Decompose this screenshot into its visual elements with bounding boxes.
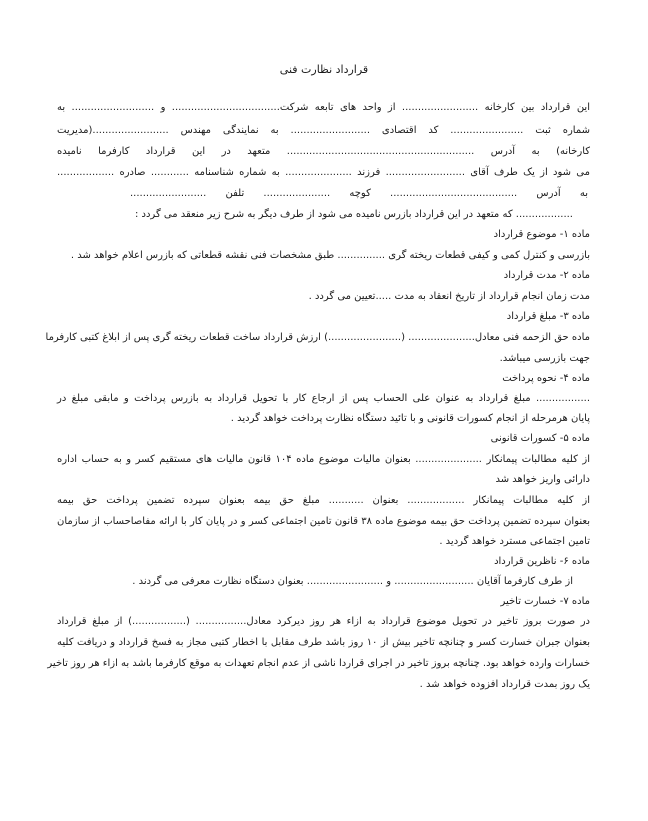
paragraph-line: خسارات وارده خواهد بود. چنانچه بروز تاخیر در اجرای قراردا ناشی از عدم انجام تعهدات به موقع کارفرما باشد به ازاء هر روز تاخیر	[47, 658, 590, 669]
paragraph-line: یک روز بمدت قرارداد افزوده خواهد شد .	[419, 679, 590, 690]
article-heading: ماده ۷- خسارت تاخیر	[500, 596, 590, 607]
paragraph-line: بازرسی و کنترل کمی و کیفی قطعات ریخته گری ............... طبق مشخصات فنی نقشه قطعاتی که بازرس اعلام خواهد شد .	[70, 250, 590, 261]
paragraph-line: کارخانه) به آدرس ........................................................... متعهد در این قرارداد کارفرما نامیده	[57, 146, 590, 157]
paragraph-line: بعنوان جبران خسارت کسر و چنانچه تاخیر بیش از ۱۰ روز باشد طرف مقابل با اخطار کتبی مجاز به فسخ قرارداد و دریافت کلیه	[57, 637, 590, 648]
paragraph-line: جهت بازرسی میباشد.	[499, 353, 590, 364]
article-heading: ماده ۴- نحوه پرداخت	[502, 373, 590, 384]
paragraph-line: می شود از یک طرف آقای ......................... فرزند ..................... به شماره شناسنامه ............ صادره ..................	[57, 167, 590, 178]
article-heading: ماده ۳- مبلغ قرارداد	[506, 311, 590, 322]
paragraph-line: به آدرس ........................................ کوچه ..................... تلفن ........................	[130, 188, 588, 199]
paragraph-line: در صورت بروز تاخیر در تحویل موضوع قرارداد به ازاء هر روز دیرکرد معادل................ (.................) از مبلغ قرارداد	[57, 616, 590, 627]
paragraph-line: دارائی واریز خواهد شد	[495, 474, 590, 485]
paragraph-line: از کلیه مطالبات پیمانکار ..................... بعنوان مالیات موضوع ماده ۱۰۴ قانون مالیات های مستقیم کسر و به حساب اداره	[57, 454, 590, 465]
paragraph-line: بعنوان سپرده تضمین پرداخت حق بیمه موضوع ماده ۳۸ قانون تامین اجتماعی کسر و در پایان کار با ارائه مفاصاحساب از سازمان	[57, 516, 590, 527]
document-title: قرارداد نظارت فنی	[279, 63, 369, 76]
paragraph-line: مدت زمان انجام قرارداد از تاریخ انعقاد به مدت .....تعیین می گردد .	[308, 291, 590, 302]
article-heading: ماده ۲- مدت قرارداد	[503, 270, 590, 281]
paragraph-line: پایان هرمرحله از انجام کسورات قانونی و با تائید دستگاه نظارت پرداخت خواهد گردید .	[230, 413, 590, 424]
paragraph-line: این قرارداد بین کارخانه ........................ از واحد های تابعه شرکت.................................. و .......................... به	[57, 102, 590, 113]
article-heading: ماده ۶- ناظرین قرارداد	[494, 556, 590, 567]
article-heading: ماده ۱- موضوع قرارداد	[493, 229, 590, 240]
paragraph-line: از کلیه مطالبات پیمانکار .................. بعنوان ........... مبلغ حق بیمه بعنوان سپرده تضمین پرداخت حق بیمه	[57, 495, 590, 506]
paragraph-line: .................. که متعهد در این قرارداد بازرس نامیده می شود از طرف دیگر به شرح زیر منعقد می گردد :	[134, 209, 573, 220]
article-heading: ماده ۵- کسورات قانونی	[490, 433, 590, 444]
paragraph-line: تامین اجتماعی مسترد خواهد گردید .	[439, 536, 590, 547]
paragraph-line: شماره ثبت ....................... کد اقتصادی ......................... به نمایندگی مهندس ........................(مدیریت	[57, 125, 590, 136]
paragraph-line: ................. مبلغ قرارداد به عنوان علی الحساب پس از ارجاع کار با تحویل قرارداد به بازرس پرداخت و مابقی مبلغ در	[57, 393, 590, 404]
paragraph-line: از طرف کارفرما آقایان ......................... و ........................ بعنوان دستگاه نظارت معرفی می گردند .	[132, 576, 573, 587]
paragraph-line: ماده حق الزحمه فنی معادل..................... (.......................) ارزش قرارداد ساخت قطعات ریخته گری پس از ابلاغ کتبی کارفرما	[45, 332, 590, 343]
